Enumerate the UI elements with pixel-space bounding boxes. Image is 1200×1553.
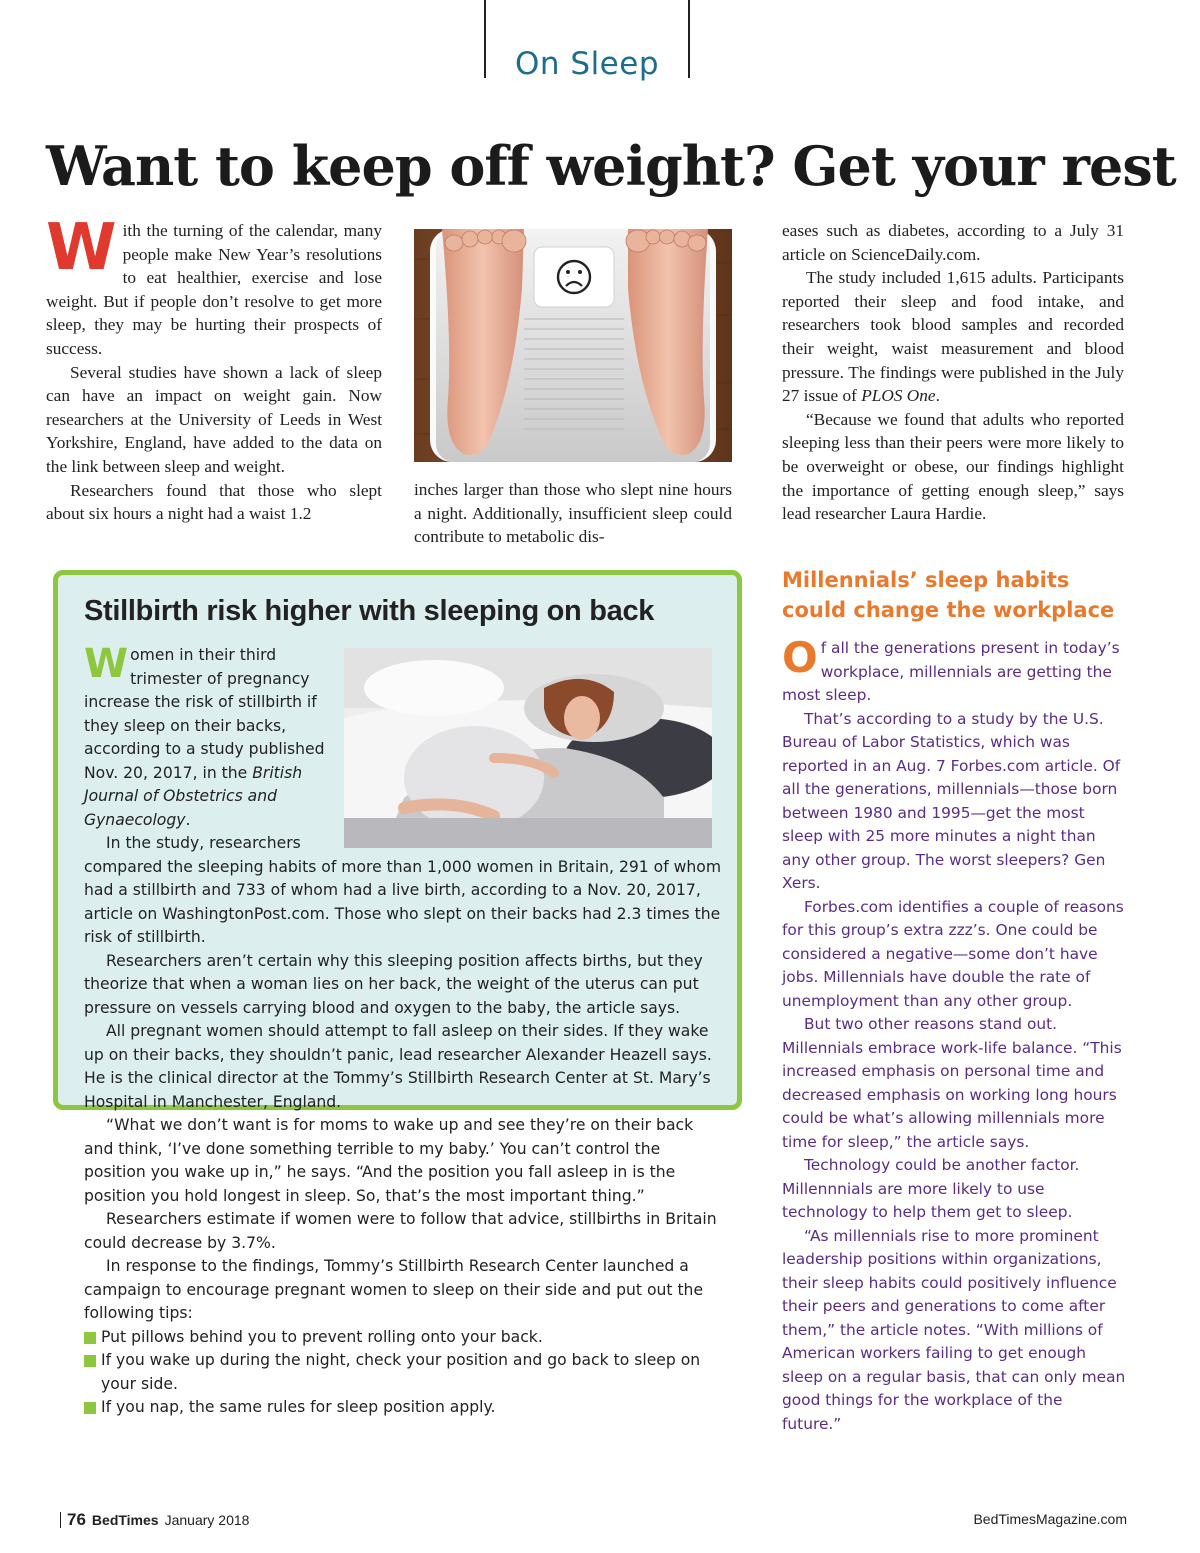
main-paragraph-4: The study included 1,615 adults. Participants reported their sleep and food intake, and researchers took blood samples and recorded their weight, waist measurement and blood pressure. The findings were published in the July 27 issue of PLOS One. (782, 268, 1124, 406)
tip-item: If you wake up during the night, check your position and go back to sleep on your side. (84, 1349, 724, 1396)
stillbirth-dropcap: W (84, 641, 129, 687)
main-paragraph-3-continued-2: eases such as diabetes, according to a July 31 article on ScienceDaily.com. (782, 221, 1124, 264)
main-column-3 (782, 219, 1124, 526)
millennials-paragraph-5: Technology could be another factor. Millennnials are more likely to use technology to help them get to sleep. (782, 1156, 1080, 1221)
main-paragraph-3-continued: inches larger than those who slept nine hours a night. Additionally, insufficient sleep could contribute to metabolic dis- (414, 480, 732, 547)
stillbirth-paragraph-1: Women in their third trimester of pregnancy increase the risk of stillbirth if they sleep on their backs, according to a study published Nov. 20, 2017, in the British Journal of Obstetrics and Gynaecology. (84, 641, 325, 829)
stillbirth-paragraph-6: Researchers estimate if women were to follow that advice, stillbirths in Britain could decrease by 3.7%. (84, 1210, 717, 1252)
issue-date: January 2018 (164, 1512, 250, 1528)
millennials-paragraph-6: “As millennials rise to more prominent leadership positions within organizations, their sleep habits could positively influence their peers and generations to come after them,” the article notes. “With millions of American workers failing to get enough sleep on a regular basis, that can only mean good things for the workplace of the future.” (782, 1226, 1126, 1433)
millennials-paragraph-3: Forbes.com identifies a couple of reasons for this group’s extra zzz’s. One could be considered a negative—some don’t have jobs. Millennials have double the rate of unemployment than any other group. (782, 897, 1124, 1010)
folio-divider (60, 1512, 61, 1528)
main-column-2 (414, 478, 732, 549)
section-header (484, 0, 690, 82)
bullet-square-icon (84, 1332, 96, 1344)
millennials-dropcap: O (782, 633, 818, 682)
page-number: 76 (67, 1510, 86, 1529)
stillbirth-paragraph-4: All pregnant women should attempt to fall asleep on their sides. If they wake up on their backs, they shouldn’t panic, lead researcher Alexander Heazell says. He is the clinical director at the Tommy’s Stillbirth Research Center at St. Mary’s Hospital in Manchester, England. (84, 1022, 712, 1111)
stillbirth-body (84, 641, 724, 1420)
millennials-title: Millennials’ sleep habits could change the workplace (782, 568, 1115, 622)
stillbirth-paragraph-7: In response to the findings, Tommy’s Stillbirth Research Center launched a campaign to encourage pregnant women to sleep on their side and put out the following tips: (84, 1257, 704, 1322)
tip-item: If you nap, the same rules for sleep position apply. (84, 1396, 724, 1420)
bathroom-scale-photo (414, 229, 732, 462)
millennials-paragraph-2: That’s according to a study by the U.S. Bureau of Labor Statistics, which was reported in an Aug. 7 Forbes.com article. Of all the generations, millennials—those born between 1980 and 1995—get the most sleep with 25 more minutes a night than any other group. The worst sleepers? Gen Xers. (782, 709, 1121, 892)
main-paragraph-5: “Because we found that adults who reported sleeping less than their peers were more likely to be overweight or obese, our findings highlight the importance of getting enough sleep,” says lead researcher Laura Hardie. (782, 409, 1124, 524)
magazine-name: BedTimes (91, 1512, 159, 1528)
stillbirth-title: Stillbirth risk higher with sleeping on back (84, 595, 655, 627)
main-dropcap: W (46, 211, 117, 285)
bullet-square-icon (84, 1355, 96, 1367)
main-paragraph-3: Researchers found that those who slept about six hours a night had a waist 1.2 (46, 480, 382, 524)
stillbirth-paragraph-3: Researchers aren’t certain why this sleeping position affects births, but they theorize that when a woman lies on her back, the weight of the uterus can put pressure on vessels carrying blood and oxygen to the baby, the article says. (84, 951, 703, 1017)
main-column-1 (46, 211, 382, 526)
website-url: BedTimesMagazine.com (973, 1511, 1127, 1527)
tip-item: Put pillows behind you to prevent rolling onto your back. (84, 1326, 724, 1350)
headline: Want to keep off weight? Get your rest (46, 134, 1176, 198)
stillbirth-paragraph-2: In the study, researchers compared the sleeping habits of more than 1,000 women in Britain, 291 of whom had a stillbirth and 733 of whom had a live birth, according to a Nov. 20, 2017, article on WashingtonPost.com. Those who slept on their backs had 2.3 times the risk of stillbirth. (84, 834, 722, 946)
millennials-body (782, 633, 1126, 1436)
millennials-paragraph-1: Of all the generations present in today’s workplace, millennials are getting the most sleep. (782, 633, 1120, 704)
bullet-square-icon (84, 1402, 96, 1414)
section-title: On Sleep (514, 46, 659, 82)
main-paragraph-1: With the turning of the calendar, many people make New Year’s resolutions to eat healthier, exercise and lose weight. But if people don’t resolve to get more sleep, they may be hurting their prospects of success. (46, 211, 382, 358)
page-folio (60, 1510, 249, 1530)
pregnant-woman-photo (344, 648, 712, 848)
millennials-paragraph-4: But two other reasons stand out. Millennials embrace work-life balance. “This increased emphasis on personal time and decreased emphasis on working long hours could be what’s allowing millennials more time for sleep,” the article says. (782, 1015, 1122, 1151)
main-paragraph-2: Several studies have shown a lack of sleep can have an impact on weight gain. Now researchers at the University of Leeds in West Yorkshire, England, have added to the data on the link between sleep and weight. (46, 362, 382, 476)
stillbirth-paragraph-5: “What we don’t want is for moms to wake up and see they’re on their back and think, ‘I’ve done something terrible to my baby.’ You can’t control the position you wake up in,” he says. “And the position you fall asleep in is the position you hold longest in sleep. So, that’s the most important thing.” (84, 1116, 694, 1205)
